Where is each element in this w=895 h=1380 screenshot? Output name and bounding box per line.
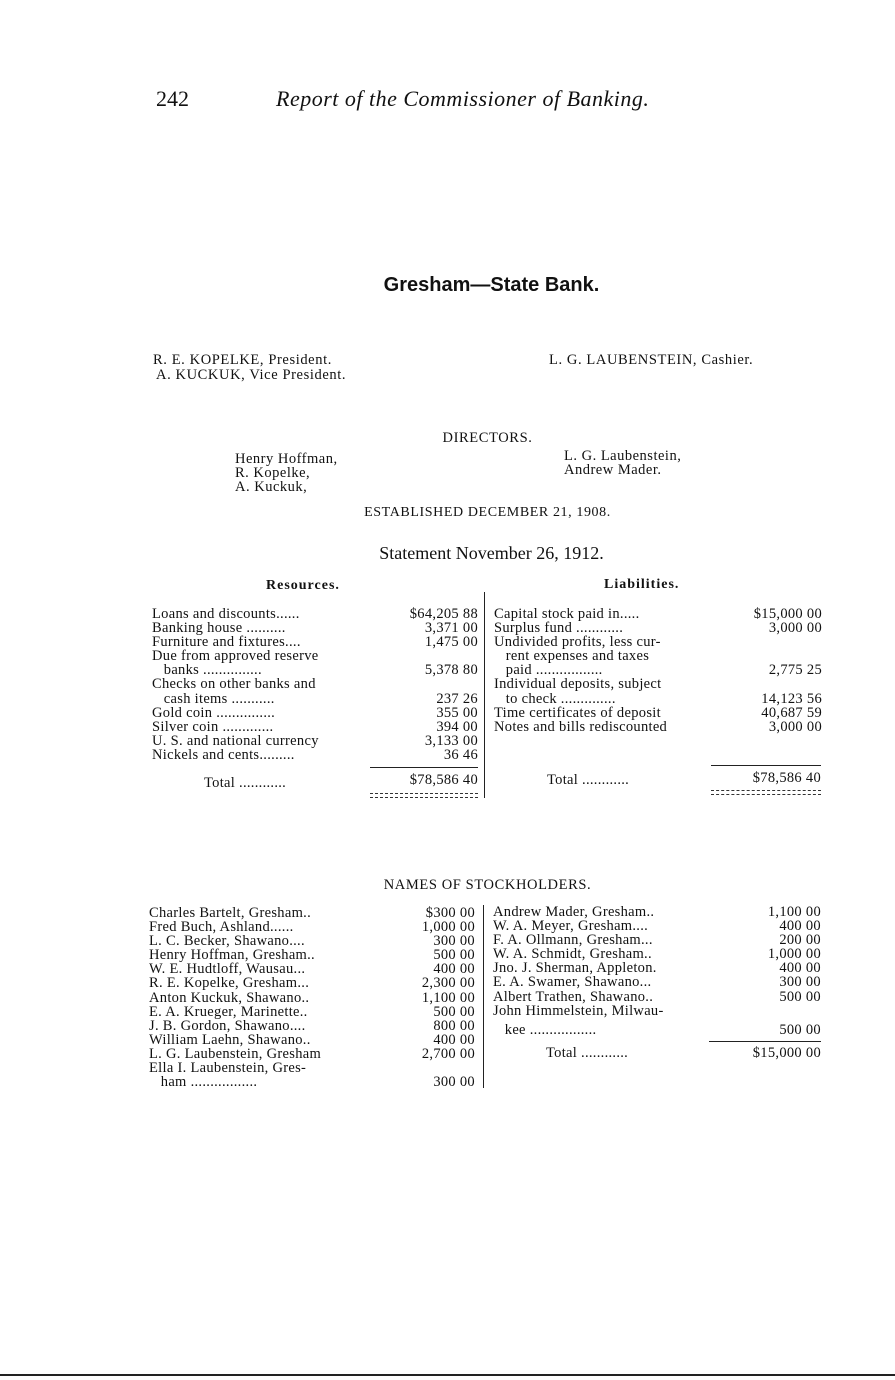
row-label: Time certificates of deposit (494, 704, 661, 721)
table-row (494, 607, 822, 621)
stockholder-name: John Himmelstein, Milwau- (493, 1002, 664, 1019)
stockholder-amount: 500 00 (779, 988, 821, 1005)
list-item (149, 1019, 479, 1033)
cashier: L. G. LAUBENSTEIN, Cashier. (549, 352, 754, 368)
row-amount: 14,123 56 (761, 690, 822, 707)
row-amount: 40,687 59 (761, 704, 822, 721)
list-item (149, 948, 479, 962)
row-amount: 3,000 00 (768, 620, 822, 637)
stockholder-name: Charles Bartelt, Gresham.. (149, 905, 312, 921)
total-rule (370, 767, 478, 768)
stockholder-amount: 200 00 (779, 932, 821, 949)
directors-left (235, 452, 338, 494)
table-row (152, 706, 482, 720)
total-rule (711, 765, 821, 766)
president: R. E. KOPELKE, President. (153, 352, 332, 368)
running-title: Report of the Commissioner of Banking. (276, 86, 650, 111)
list-item (493, 961, 821, 975)
row-label: U. S. and national currency (152, 732, 319, 749)
row-amount: 5,378 80 (424, 662, 478, 679)
stockholder-amount: 2,700 00 (421, 1045, 475, 1062)
liabilities-total: $78,586 40 (752, 770, 821, 786)
table-row (494, 720, 822, 734)
row-label: paid ................. (494, 662, 603, 679)
table-row (494, 706, 822, 720)
resources-total-label: Total ............ (204, 775, 287, 791)
stockholder-name: R. E. Kopelke, Gresham... (149, 975, 310, 992)
stockholder-name: E. A. Krueger, Marinette.. (149, 1003, 308, 1020)
table-row (494, 663, 822, 677)
row-label: cash items ........... (152, 690, 275, 707)
director-name: Henry Hoffman, (235, 451, 338, 467)
stockholder-name: Fred Buch, Ashland...... (149, 919, 294, 936)
stockholder-name: Henry Hoffman, Gresham.. (149, 947, 315, 964)
row-label: Nickels and cents......... (152, 746, 295, 763)
stockholder-amount: 1,100 00 (421, 989, 475, 1006)
table-row (152, 720, 482, 734)
stockholders-total: $15,000 00 (752, 1045, 821, 1061)
vice-president: A. KUCKUK, Vice President. (156, 367, 347, 383)
stockholders-title: NAMES OF STOCKHOLDERS. (383, 877, 592, 893)
row-amount: 3,371 00 (424, 620, 478, 637)
row-label: rent expenses and taxes (494, 648, 650, 665)
row-label: Furniture and fixtures.... (152, 634, 301, 651)
stockholder-amount: 400 00 (779, 918, 821, 935)
list-item (149, 934, 479, 948)
liabilities-heading: Liabilities. (604, 577, 680, 592)
list-item (149, 976, 479, 990)
stockholder-amount: 400 00 (779, 960, 821, 977)
row-amount: 2,775 25 (768, 662, 822, 679)
table-row (152, 649, 482, 663)
row-amount: $15,000 00 (753, 606, 822, 622)
stockholder-name: Jno. J. Sherman, Appleton. (493, 960, 657, 977)
stockholder-name: W. E. Hudtloff, Wausau... (149, 961, 306, 978)
stockholder-name: L. C. Becker, Shawano.... (149, 933, 305, 950)
directors-right (564, 449, 681, 477)
stockholder-amount: 1,000 00 (421, 919, 475, 936)
list-item (149, 1075, 479, 1089)
stockholder-amount: 500 00 (433, 1003, 475, 1020)
list-item (149, 920, 479, 934)
table-row (152, 677, 482, 691)
row-label: Due from approved reserve (152, 648, 319, 665)
list-item (149, 1061, 479, 1075)
stockholders-total-label: Total ............ (546, 1045, 629, 1061)
page-edge-rule (0, 1374, 895, 1376)
director-name: Andrew Mader. (564, 462, 662, 478)
page-number: 242 (156, 86, 189, 111)
row-label: Loans and discounts...... (152, 606, 300, 622)
directors-label: DIRECTORS. (442, 430, 533, 446)
table-row (494, 635, 822, 649)
resources-heading: Resources. (266, 578, 340, 593)
row-amount: 355 00 (436, 704, 478, 721)
table-row (152, 748, 482, 762)
established-date: ESTABLISHED DECEMBER 21, 1908. (364, 505, 611, 520)
stockholder-name: Andrew Mader, Gresham.. (493, 904, 655, 920)
stockholder-name: William Laehn, Shawano.. (149, 1031, 311, 1048)
row-amount: 3,133 00 (424, 732, 478, 749)
stockholders-right (493, 905, 821, 1037)
stockholder-name: W. A. Schmidt, Gresham.. (493, 946, 652, 963)
list-item (493, 933, 821, 947)
row-amount: 3,000 00 (768, 718, 822, 735)
stockholder-amount: 500 00 (779, 1021, 821, 1038)
stockholder-amount: 300 00 (433, 933, 475, 950)
table-row (152, 663, 482, 677)
statement-title: Statement November 26, 1912. (379, 543, 604, 563)
list-item (493, 1018, 821, 1037)
stockholder-name: W. A. Meyer, Gresham.... (493, 918, 649, 935)
table-row (152, 621, 482, 635)
table-row (152, 734, 482, 748)
table-row (152, 692, 482, 706)
stockholder-amount: 1,000 00 (767, 946, 821, 963)
list-item (149, 991, 479, 1005)
row-label: Individual deposits, subject (494, 676, 662, 693)
column-divider (484, 592, 485, 798)
stockholder-name: F. A. Ollmann, Gresham... (493, 932, 653, 949)
row-label: Silver coin ............. (152, 718, 274, 735)
row-amount: $64,205 88 (409, 606, 478, 622)
row-amount: 394 00 (436, 718, 478, 735)
bank-title: Gresham—State Bank. (383, 274, 600, 296)
row-label: Notes and bills rediscounted (494, 718, 668, 735)
director-name: A. Kuckuk, (235, 479, 308, 495)
list-item (493, 947, 821, 961)
table-row (494, 692, 822, 706)
table-row (152, 607, 482, 621)
stockholder-amount: 1,100 00 (767, 904, 821, 920)
stockholder-name: kee ................. (493, 1021, 597, 1038)
list-item (149, 1005, 479, 1019)
table-row (494, 621, 822, 635)
liabilities-total-label: Total ............ (547, 772, 630, 788)
stockholder-name: E. A. Swamer, Shawano... (493, 974, 652, 991)
stockholder-amount: 400 00 (433, 961, 475, 978)
list-item (493, 1004, 821, 1018)
row-label: banks ............... (152, 662, 262, 679)
director-name: L. G. Laubenstein, (564, 448, 682, 464)
row-label: Surplus fund ............ (494, 620, 624, 637)
stockholder-amount: 500 00 (433, 947, 475, 964)
list-item (149, 1033, 479, 1047)
stockholders-left (149, 906, 479, 1089)
list-item (149, 906, 479, 920)
list-item (149, 962, 479, 976)
column-divider (483, 905, 484, 1088)
resources-table (152, 607, 482, 762)
double-rule (711, 790, 821, 795)
list-item (493, 975, 821, 989)
stockholder-amount: $300 00 (425, 905, 475, 921)
row-label: Checks on other banks and (152, 676, 316, 693)
total-rule (709, 1041, 821, 1042)
row-label: to check .............. (494, 690, 616, 707)
director-name: R. Kopelke, (235, 465, 311, 481)
stockholder-name: J. B. Gordon, Shawano.... (149, 1017, 306, 1034)
table-row (494, 649, 822, 663)
stockholder-name: Anton Kuckuk, Shawano.. (149, 989, 310, 1006)
stockholder-name: Ella I. Laubenstein, Gres- (149, 1060, 307, 1077)
stockholder-amount: 300 00 (779, 974, 821, 991)
row-label: Undivided profits, less cur- (494, 634, 661, 651)
list-item (493, 990, 821, 1004)
stockholder-name: Albert Trathen, Shawano.. (493, 988, 654, 1005)
list-item (493, 919, 821, 933)
row-amount: 36 46 (443, 746, 478, 763)
row-amount: 237 26 (436, 690, 478, 707)
liabilities-table (494, 607, 822, 734)
stockholder-name: ham ................. (149, 1074, 258, 1091)
table-row (494, 677, 822, 691)
stockholder-amount: 800 00 (433, 1017, 475, 1034)
stockholder-amount: 2,300 00 (421, 975, 475, 992)
list-item (493, 905, 821, 919)
resources-total: $78,586 40 (409, 772, 478, 788)
row-label: Gold coin ............... (152, 704, 276, 721)
stockholder-amount: 300 00 (433, 1074, 475, 1091)
row-label: Capital stock paid in..... (494, 606, 640, 622)
double-rule (370, 793, 478, 798)
stockholder-name: L. G. Laubenstein, Gresham (149, 1045, 322, 1062)
list-item (149, 1047, 479, 1061)
stockholder-amount: 400 00 (433, 1031, 475, 1048)
row-amount: 1,475 00 (424, 634, 478, 651)
row-label: Banking house .......... (152, 620, 286, 637)
table-row (152, 635, 482, 649)
